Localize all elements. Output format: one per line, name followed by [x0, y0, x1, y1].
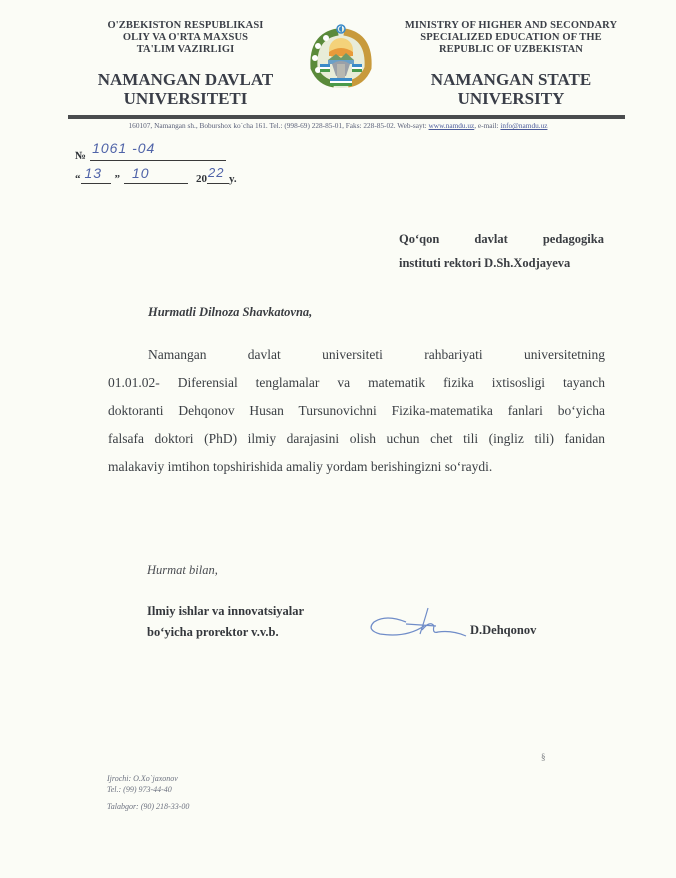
registration-date [75, 167, 237, 187]
university-line-2: UNIVERSITY [457, 89, 565, 108]
letter-body [108, 341, 605, 481]
ministry-line-3: REPUBLIC OF UZBEKISTAN [439, 44, 583, 55]
ministry-line-1: MINISTRY OF HIGHER AND SECONDARY [404, 20, 618, 31]
year-field [207, 165, 229, 184]
ministry-line-1: O'ZBEKISTON RESPUBLIKASI [107, 20, 264, 31]
body-line: malakaviy imtihon topshirishida amaliy yordam berishingizni so‘raydi. [108, 459, 493, 474]
date-close-quote: ” [114, 173, 120, 185]
executor-phone: Tel.: (99) 973-44-40 [107, 785, 172, 794]
ministry-line-3: TA'LIM VAZIRLIGI [136, 44, 235, 55]
signatory-title-line-2: bo‘yicha prorektor v.v.b. [147, 625, 279, 639]
recipient-block [399, 227, 604, 275]
year-prefix: 20 [196, 173, 207, 185]
number-label: № [75, 150, 87, 162]
body-line: falsafa doktori (PhD) ilmiy darajasini olish uchun chet tili (ingliz tili) fanidan [108, 431, 605, 446]
applicant-phone: Talabgor: (90) 218-33-00 [107, 802, 190, 811]
recipient-word: davlat [474, 232, 508, 246]
header-right [392, 20, 630, 108]
executor-name: Ijrochi: O.Xo`jaxonov [107, 774, 178, 783]
ministry-name-en [392, 20, 630, 56]
closing-phrase: Hurmat bilan, [147, 563, 218, 577]
signatory-title-line-1: Ilmiy ishlar va innovatsiyalar [147, 604, 305, 618]
recipient-line-1 [399, 227, 604, 251]
body-line: 01.01.02- Diferensial tenglamalar va matematik fizika ixtisosligi tayanch [108, 375, 605, 390]
recipient-word: Qo‘qon [399, 232, 440, 246]
ministry-line-2: SPECIALIZED EDUCATION OF THE [420, 32, 602, 43]
footer-contacts [107, 773, 189, 812]
uzbekistan-emblem-icon [306, 20, 376, 90]
address-text: 160107, Namangan sh., Boburshox ko`cha 161. Tel.: (998-69) 228-85-01, Faks: 228-85-02. Web-sayt: [128, 121, 429, 130]
date-open-quote: “ [75, 173, 81, 185]
university-name-uz [68, 70, 303, 108]
stray-mark-icon: § [541, 752, 546, 762]
recipient-word: pedagogika [542, 232, 604, 246]
year-unit: y. [229, 173, 237, 185]
number-field [90, 140, 226, 161]
header-left [68, 20, 303, 108]
university-line-1: NAMANGAN STATE [430, 70, 592, 89]
signatory-name: D.Dehqonov [470, 623, 537, 637]
address-line [0, 121, 676, 130]
university-line-2: UNIVERSITETI [123, 89, 248, 108]
year-value: 22 [208, 165, 225, 180]
day-value: 13 [84, 165, 103, 181]
header-divider [68, 115, 625, 119]
month-field [124, 165, 188, 184]
ministry-line-2: OLIY VA O'RTA MAXSUS [122, 32, 249, 43]
email-link[interactable]: info@namdu.uz [500, 121, 548, 130]
email-label: , e-mail: [474, 121, 501, 130]
university-line-1: NAMANGAN DAVLAT [97, 70, 274, 89]
greeting: Hurmatli Dilnoza Shavkatovna, [148, 305, 313, 319]
ministry-name-uz [68, 20, 303, 56]
signatory-title [147, 601, 304, 643]
number-value: 1061 -04 [92, 140, 156, 156]
website-link[interactable]: www.namdu.uz [428, 121, 475, 130]
university-name-en [392, 70, 630, 108]
signature-icon [366, 604, 471, 644]
day-field [81, 165, 111, 184]
body-line: doktoranti Dehqonov Husan Tursunovichni Fizika-matematika fanlari bo‘yicha [108, 403, 605, 418]
registration-number [75, 142, 226, 164]
recipient-line-2: instituti rektori D.Sh.Xodjayeva [399, 256, 571, 270]
body-line: Namangan davlat universiteti rahbariyati universitetning [148, 347, 605, 362]
month-value: 10 [132, 165, 150, 181]
